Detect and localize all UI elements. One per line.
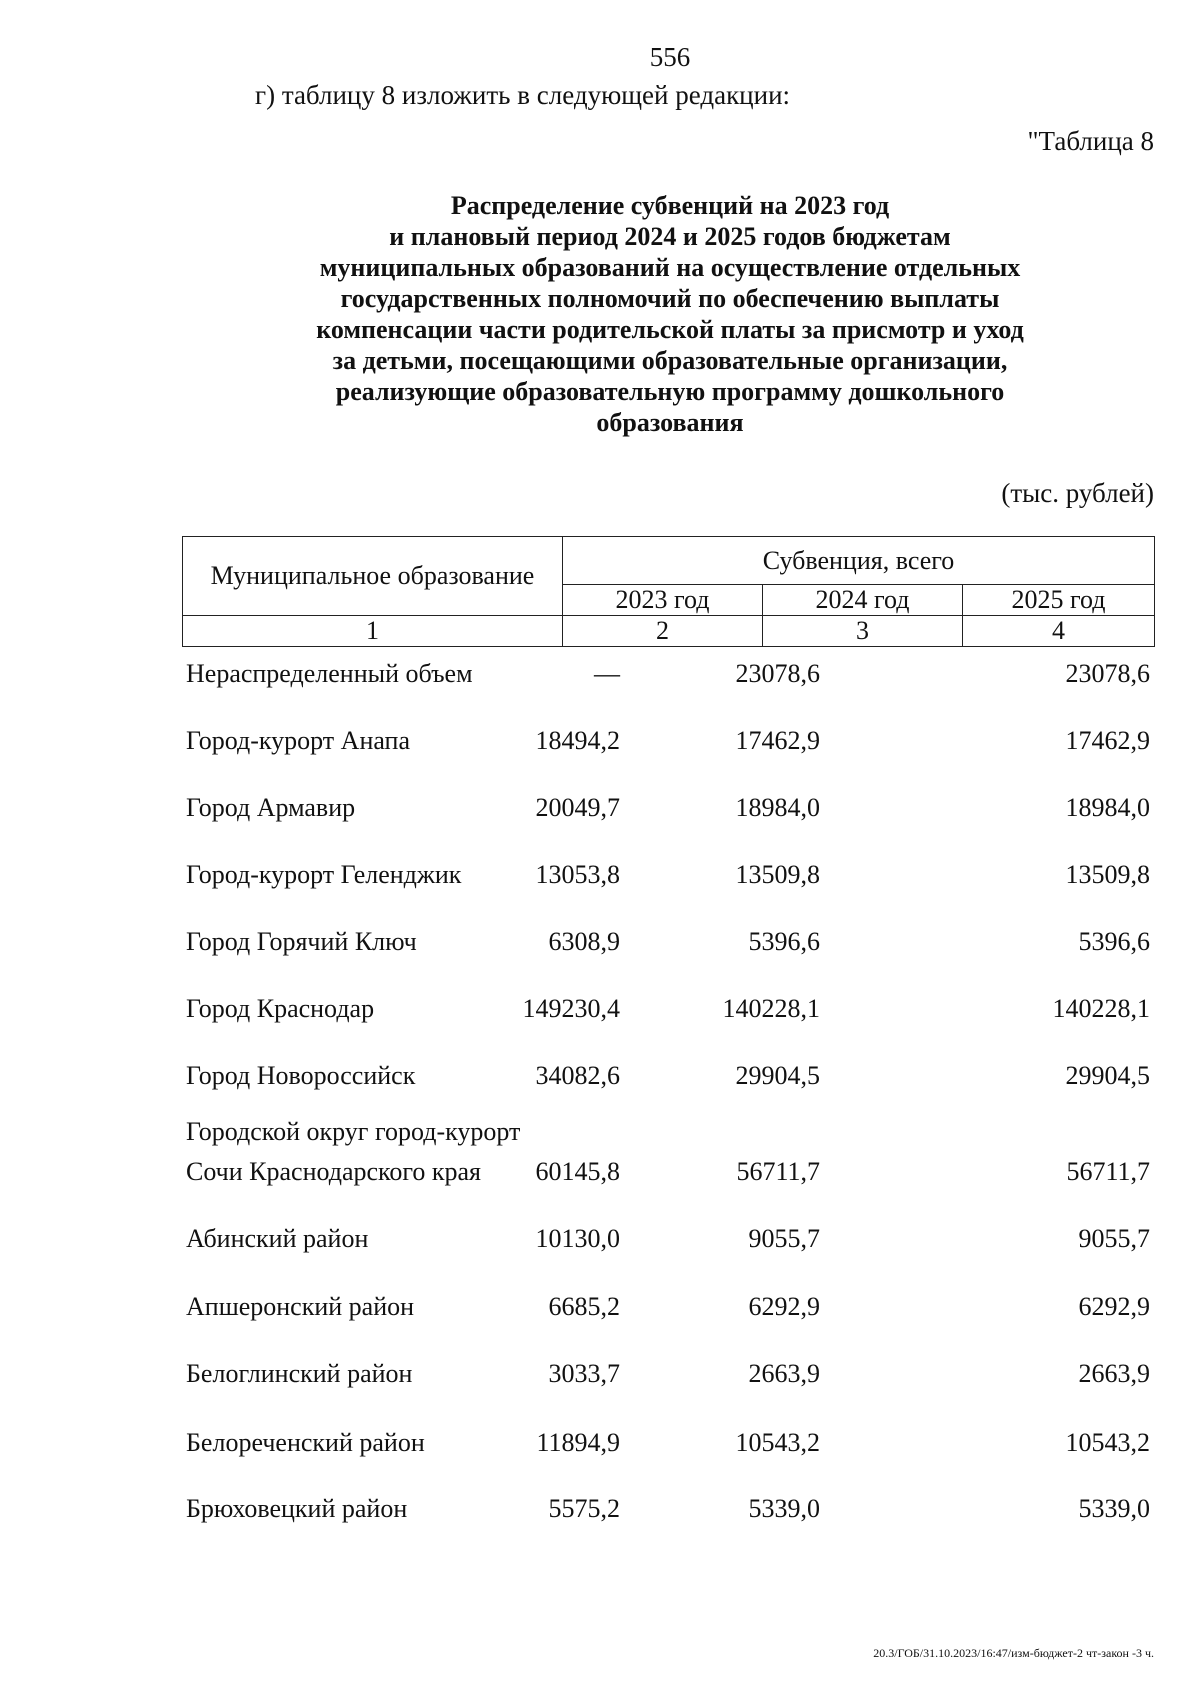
title-line: реализующие образовательную программу дошкольного [335, 377, 1005, 406]
header-year-2023: 2023 год [563, 585, 763, 616]
row-value-2023: 11894,9 [536, 1428, 620, 1457]
row-value-2023: 18494,2 [535, 726, 620, 755]
row-name: Белоглинский район [186, 1359, 413, 1388]
table-row [182, 1354, 1154, 1394]
row-name: Город-курорт Геленджик [186, 860, 462, 889]
row-value-2024: 56711,7 [736, 1157, 820, 1186]
row-value-2025: 23078,6 [1065, 659, 1150, 688]
row-name: Белореченский район [186, 1428, 425, 1457]
row-value-2024: 13509,8 [735, 860, 820, 889]
row-value-2025: 13509,8 [1065, 860, 1150, 889]
row-value-2025: 5339,0 [1078, 1494, 1150, 1523]
table-row [182, 989, 1154, 1029]
row-value-2025: 10543,2 [1065, 1428, 1150, 1457]
row-value-2024: 18984,0 [735, 793, 820, 822]
title-line: муниципальных образований на осуществление отдельных [319, 253, 1021, 282]
row-value-2023: 3033,7 [548, 1359, 620, 1388]
row-value-2023: 20049,7 [535, 793, 620, 822]
header-subvention: Субвенция, всего [563, 537, 1155, 585]
header-year-2025: 2025 год [963, 585, 1155, 616]
table-row [182, 1489, 1154, 1529]
row-value-2024: 2663,9 [748, 1359, 820, 1388]
row-name-line: Городской округ город-курорт [186, 1117, 521, 1146]
row-value-2025: 56711,7 [1066, 1157, 1150, 1186]
row-value-2025: 2663,9 [1078, 1359, 1150, 1388]
row-name: Город Горячий Ключ [186, 927, 417, 956]
title-line: Распределение субвенций на 2023 год [450, 191, 890, 220]
row-value-2025: 9055,7 [1078, 1224, 1150, 1253]
row-name: Город Краснодар [186, 994, 375, 1023]
title-line: и плановый период 2024 и 2025 годов бюджетам [389, 222, 951, 251]
page-number: 556 [649, 42, 691, 72]
title-line: государственных полномочий по обеспечению выплаты [340, 284, 1000, 313]
header-col-number: 2 [563, 616, 763, 647]
header-col-number: 1 [183, 616, 563, 647]
row-value-2023: 149230,4 [522, 994, 620, 1023]
table-row [182, 654, 1154, 694]
row-value-2023: 60145,8 [535, 1157, 620, 1186]
row-value-2025: 6292,9 [1078, 1292, 1150, 1321]
header-col-number: 4 [963, 616, 1155, 647]
table-header [182, 536, 1155, 647]
row-value-2024: 10543,2 [735, 1428, 820, 1457]
table-row [182, 1287, 1154, 1327]
row-value-2024: 5396,6 [748, 927, 820, 956]
table-row [182, 855, 1154, 895]
row-name: Город Армавир [186, 793, 356, 822]
row-value-2025: 5396,6 [1078, 927, 1150, 956]
row-name: Абинский район [186, 1224, 369, 1253]
row-name: Город-курорт Анапа [186, 726, 411, 755]
units-label: (тыс. рублей) [1001, 478, 1154, 508]
row-value-2023: 34082,6 [535, 1061, 620, 1090]
row-value-2023: 6685,2 [548, 1292, 620, 1321]
row-value-2024: 5339,0 [748, 1494, 820, 1523]
row-name: Город Новороссийск [186, 1061, 416, 1090]
row-value-2024: 23078,6 [735, 659, 820, 688]
row-name: Апшеронский район [186, 1292, 415, 1321]
table-caption: "Таблица 8 [1027, 126, 1154, 156]
row-value-2024: 17462,9 [735, 726, 820, 755]
table-row [182, 721, 1154, 761]
row-value-2023: 13053,8 [535, 860, 620, 889]
title-line: за детьми, посещающими образовательные организации, [332, 346, 1008, 375]
header-municipality: Муниципальное образование [183, 537, 563, 616]
row-value-2023: 6308,9 [548, 927, 620, 956]
table-row [182, 922, 1154, 962]
row-value-2024: 140228,1 [722, 994, 820, 1023]
table-row [182, 1056, 1154, 1096]
row-value-2024: 29904,5 [735, 1061, 820, 1090]
table-row [182, 1423, 1154, 1463]
row-value-2025: 29904,5 [1065, 1061, 1150, 1090]
row-name-line: Сочи Краснодарского края [186, 1157, 482, 1186]
row-value-2023: — [594, 659, 620, 688]
header-col-number: 3 [763, 616, 963, 647]
document-title [240, 190, 1100, 438]
row-value-2025: 18984,0 [1065, 793, 1150, 822]
row-value-2025: 140228,1 [1052, 994, 1150, 1023]
header-year-2024: 2024 год [763, 585, 963, 616]
title-line: образования [596, 408, 744, 437]
row-name: Нераспределенный объем [186, 659, 473, 688]
row-value-2024: 9055,7 [748, 1224, 820, 1253]
table-row [182, 1112, 1154, 1192]
intro-text: г) таблицу 8 изложить в следующей редакции: [255, 80, 791, 110]
footer-stamp: 20.3/ГОБ/31.10.2023/16:47/изм-бюджет-2 чт-закон -3 ч. [873, 1646, 1154, 1660]
row-value-2024: 6292,9 [748, 1292, 820, 1321]
row-name: Брюховецкий район [186, 1494, 408, 1523]
row-value-2023: 5575,2 [548, 1494, 620, 1523]
row-value-2025: 17462,9 [1065, 726, 1150, 755]
table-row [182, 788, 1154, 828]
row-value-2023: 10130,0 [535, 1224, 620, 1253]
title-line: компенсации части родительской платы за присмотр и уход [316, 315, 1024, 344]
table-row [182, 1219, 1154, 1259]
